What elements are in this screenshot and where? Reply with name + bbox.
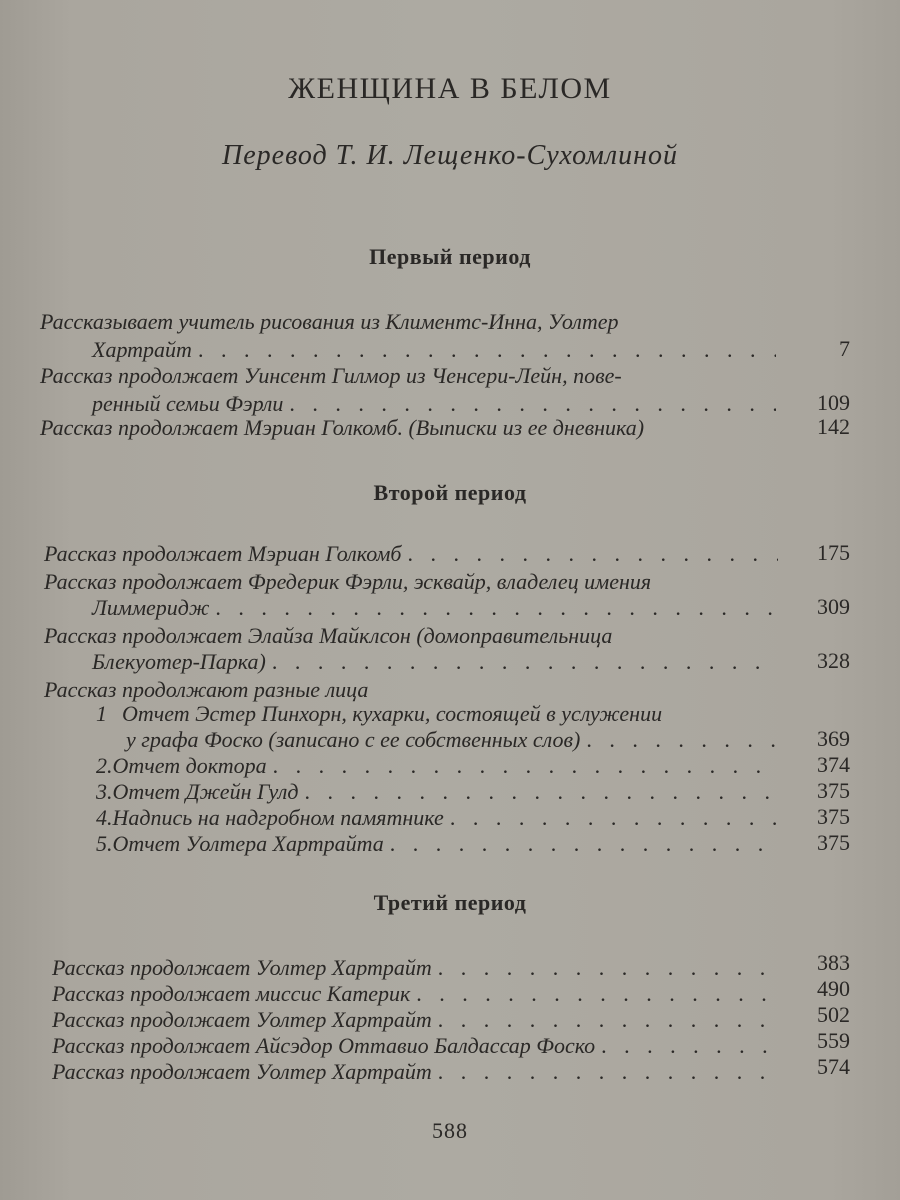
toc-subentry-line — [126, 726, 786, 754]
page-number: 375 — [817, 830, 850, 855]
page-number: 375 — [817, 804, 850, 829]
dot-leader — [390, 830, 780, 858]
subentry-number: 2. — [96, 753, 113, 778]
toc-entry-line — [92, 336, 782, 364]
toc-entry-line — [52, 1032, 782, 1060]
page-number: 375 — [817, 778, 850, 803]
page-number: 142 — [817, 414, 850, 439]
toc-entry-text: ренный семьи Фэрли — [92, 391, 284, 416]
folio-page-number: 588 — [432, 1118, 468, 1143]
toc-entry-text: Рассказ продолжает Айсэдор Оттавио Балдассар Фоско — [52, 1033, 596, 1058]
dot-leader — [215, 594, 778, 622]
page-number: 309 — [817, 594, 850, 619]
toc-subentry-line — [96, 752, 786, 780]
page-number: 328 — [817, 648, 850, 673]
toc-entry-text: Блекуотер-Парка) — [92, 649, 266, 674]
subentry-number: 5. — [96, 831, 113, 856]
toc-entry-line — [92, 648, 784, 676]
page-number: 7 — [839, 336, 850, 361]
subentry-number: 3. — [96, 779, 113, 804]
toc-entry-line — [40, 414, 800, 442]
toc-entry-text: Отчет Джейн Гулд — [112, 779, 299, 804]
toc-subentry-line — [96, 778, 786, 806]
dot-leader — [407, 540, 778, 568]
page-number: 574 — [817, 1054, 850, 1079]
dot-leader — [438, 1058, 776, 1086]
dot-leader — [416, 980, 776, 1008]
toc-entry-text: Хартрайт — [92, 337, 192, 362]
page-number: 369 — [817, 726, 850, 751]
toc-entry-line — [52, 980, 782, 1008]
dot-leader — [438, 1006, 776, 1034]
toc-entry-text: Рассказ продолжает Уолтер Хартрайт — [52, 1007, 432, 1032]
toc-subentry-line — [96, 804, 786, 832]
toc-entry-line — [92, 594, 784, 622]
toc-subentry-line — [96, 830, 786, 858]
toc-entry-line — [44, 622, 804, 650]
toc-entry-text: Лиммеридж — [92, 595, 210, 620]
toc-entry-line — [40, 362, 800, 390]
toc-entry-text: Рассказ продолжают разные лица — [44, 677, 369, 702]
page-number: 109 — [817, 390, 850, 415]
dot-leader — [198, 336, 776, 364]
page-number: 490 — [817, 976, 850, 1001]
dot-leader — [438, 954, 776, 982]
dot-leader — [586, 726, 780, 754]
toc-entry-text: Рассказ продолжает Уолтер Хартрайт — [52, 955, 432, 980]
toc-entry-text: Рассказ продолжает Уолтер Хартрайт — [52, 1059, 432, 1084]
toc-entry-text: Рассказ продолжает Уинсент Гилмор из Ченсери-Лейн, пове- — [40, 363, 622, 388]
toc-subentry-line — [96, 700, 796, 728]
toc-entry-text: Отчет доктора — [112, 753, 267, 778]
toc-entry-text: Отчет Уолтера Хартрайта — [112, 831, 384, 856]
dot-leader — [273, 752, 780, 780]
toc-entry-line — [52, 1006, 782, 1034]
toc-entry-text: Рассказ продолжает Фредерик Фэрли, эсквайр, владелец имения — [44, 569, 652, 594]
toc-entry-text: Отчет Эстер Пинхорн, кухарки, состоящей в услужении — [122, 701, 663, 726]
toc-entry-text: Рассказ продолжает Элайза Майклсон (домоправительница — [44, 623, 613, 648]
dot-leader — [450, 804, 780, 832]
toc-entry-text: Надпись на надгробном памятнике — [112, 805, 444, 830]
subentry-number: 4. — [96, 805, 113, 830]
toc-entry-line — [44, 568, 804, 596]
page-number: 502 — [817, 1002, 850, 1027]
dot-leader — [304, 778, 780, 806]
period-3-heading: Третий период — [373, 890, 527, 915]
page-number: 374 — [817, 752, 850, 777]
dot-leader — [272, 648, 778, 676]
book-title: ЖЕНЩИНА В БЕЛОМ — [288, 72, 612, 105]
dot-leader — [601, 1032, 776, 1060]
translator-credit: Перевод Т. И. Лещенко-Сухомлиной — [222, 140, 678, 171]
toc-entry-line — [40, 308, 800, 336]
page-number: 175 — [817, 540, 850, 565]
toc-entry-text: Рассказывает учитель рисования из Климентс-Инна, Уолтер — [40, 309, 619, 334]
toc-entry-line — [44, 540, 784, 568]
toc-entry-line — [52, 1058, 782, 1086]
toc-entry-text: у графа Фоско (записано с ее собственных слов) — [126, 727, 581, 752]
page-number: 383 — [817, 950, 850, 975]
toc-entry-line — [52, 954, 782, 982]
period-1-heading: Первый период — [369, 244, 531, 269]
page-number: 559 — [817, 1028, 850, 1053]
period-2-heading: Второй период — [373, 480, 527, 505]
subentry-number: 1 — [96, 701, 107, 726]
toc-entry-text: Рассказ продолжает Мэриан Голкомб. (Выписки из ее дневника) — [40, 415, 645, 440]
toc-entry-text: Рассказ продолжает Мэриан Голкомб — [44, 541, 402, 566]
toc-entry-text: Рассказ продолжает миссис Катерик — [52, 981, 411, 1006]
